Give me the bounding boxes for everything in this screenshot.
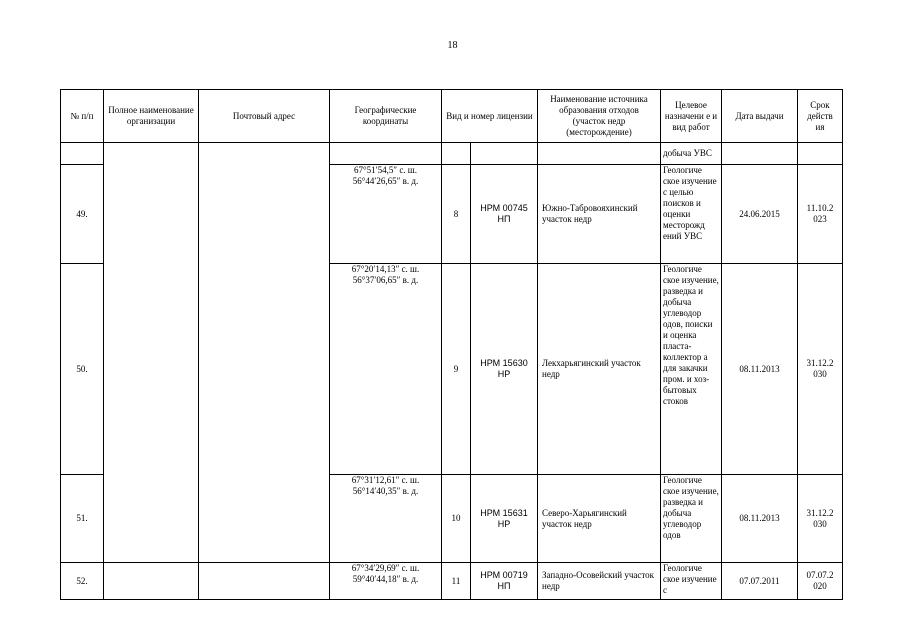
header-waste-source: Наименование источника образования отходов (участок недр (месторождение) xyxy=(538,90,661,143)
cell-address-merged xyxy=(199,143,330,563)
cell-license: НРМ 15631 НР xyxy=(471,475,538,563)
cell-term: 07.07.2 020 xyxy=(798,563,843,600)
continuation-row xyxy=(61,143,843,165)
cell-organization xyxy=(104,563,199,600)
cell-license-index: 8 xyxy=(442,165,471,264)
cell-num: 49. xyxy=(61,165,104,264)
cell-issue-date xyxy=(722,143,798,165)
cell-license: НРМ 00719 НП xyxy=(471,563,538,600)
header-coordinates: Географические координаты xyxy=(330,90,442,143)
license-registry-table xyxy=(60,89,843,600)
header-license: Вид и номер лицензии xyxy=(442,90,538,143)
header-row xyxy=(61,90,843,143)
header-purpose: Целевое назначени е и вид работ xyxy=(661,90,722,143)
cell-license: НРМ 15630 НР xyxy=(471,264,538,475)
cell-purpose: Геологиче ское изучение, разведка и добыча углеводор одов xyxy=(661,475,722,563)
cell-term: 31.12.2 030 xyxy=(798,264,843,475)
header-num: № п/п xyxy=(61,90,104,143)
cell-purpose: Геологиче ское изучение с xyxy=(661,563,722,600)
cell-license: НРМ 00745 НП xyxy=(471,165,538,264)
cell-coordinates: 67°34′29,69″ с. ш. 59°40′44,18″ в. д. xyxy=(330,563,442,600)
header-term: Срок действ ия xyxy=(798,90,843,143)
cell-issue-date: 08.11.2013 xyxy=(722,264,798,475)
cell-num: 52. xyxy=(61,563,104,600)
cell-waste-source xyxy=(538,143,661,165)
cell-license-index xyxy=(442,143,471,165)
cell-num xyxy=(61,143,104,165)
cell-coordinates: 67°51′54,5″ с. ш. 56°44′26,65″ в. д. xyxy=(330,165,442,264)
header-organization: Полное наименование организации xyxy=(104,90,199,143)
cell-coordinates xyxy=(330,143,442,165)
cell-issue-date: 24.06.2015 xyxy=(722,165,798,264)
cell-license-index: 10 xyxy=(442,475,471,563)
cell-purpose: добыча УВС xyxy=(661,143,722,165)
header-issue-date: Дата выдачи xyxy=(722,90,798,143)
cell-num: 50. xyxy=(61,264,104,475)
cell-waste-source: Лекхарьягинский участок недр xyxy=(538,264,661,475)
cell-term xyxy=(798,143,843,165)
cell-waste-source: Западно-Осовейский участок недр xyxy=(538,563,661,600)
cell-waste-source: Северо-Харьягинский участок недр xyxy=(538,475,661,563)
cell-license xyxy=(471,143,538,165)
page-number: 18 xyxy=(447,40,458,51)
cell-coordinates: 67°20′14,13″ с. ш. 56°37′06,65″ в. д. xyxy=(330,264,442,475)
cell-organization-merged xyxy=(104,143,199,563)
cell-license-index: 11 xyxy=(442,563,471,600)
cell-coordinates: 67°31′12,61″ с. ш. 56°14′40,35″ в. д. xyxy=(330,475,442,563)
cell-license-index: 9 xyxy=(442,264,471,475)
cell-address xyxy=(199,563,330,600)
cell-purpose: Геологиче ское изучение, разведка и добыча углеводор одов, поиски и оценка пласта-коллектор а для закачки пром. и хоз-бытовых стоков xyxy=(661,264,722,475)
cell-term: 11.10.2 023 xyxy=(798,165,843,264)
cell-num: 51. xyxy=(61,475,104,563)
table-row xyxy=(61,563,843,600)
cell-term: 31.12.2 030 xyxy=(798,475,843,563)
cell-issue-date: 08.11.2013 xyxy=(722,475,798,563)
cell-purpose: Геологиче ское изучение с целью поисков и оценки месторожд ений УВС xyxy=(661,165,722,264)
cell-waste-source: Южно-Табровояхинский участок недр xyxy=(538,165,661,264)
header-address: Почтовый адрес xyxy=(199,90,330,143)
cell-issue-date: 07.07.2011 xyxy=(722,563,798,600)
